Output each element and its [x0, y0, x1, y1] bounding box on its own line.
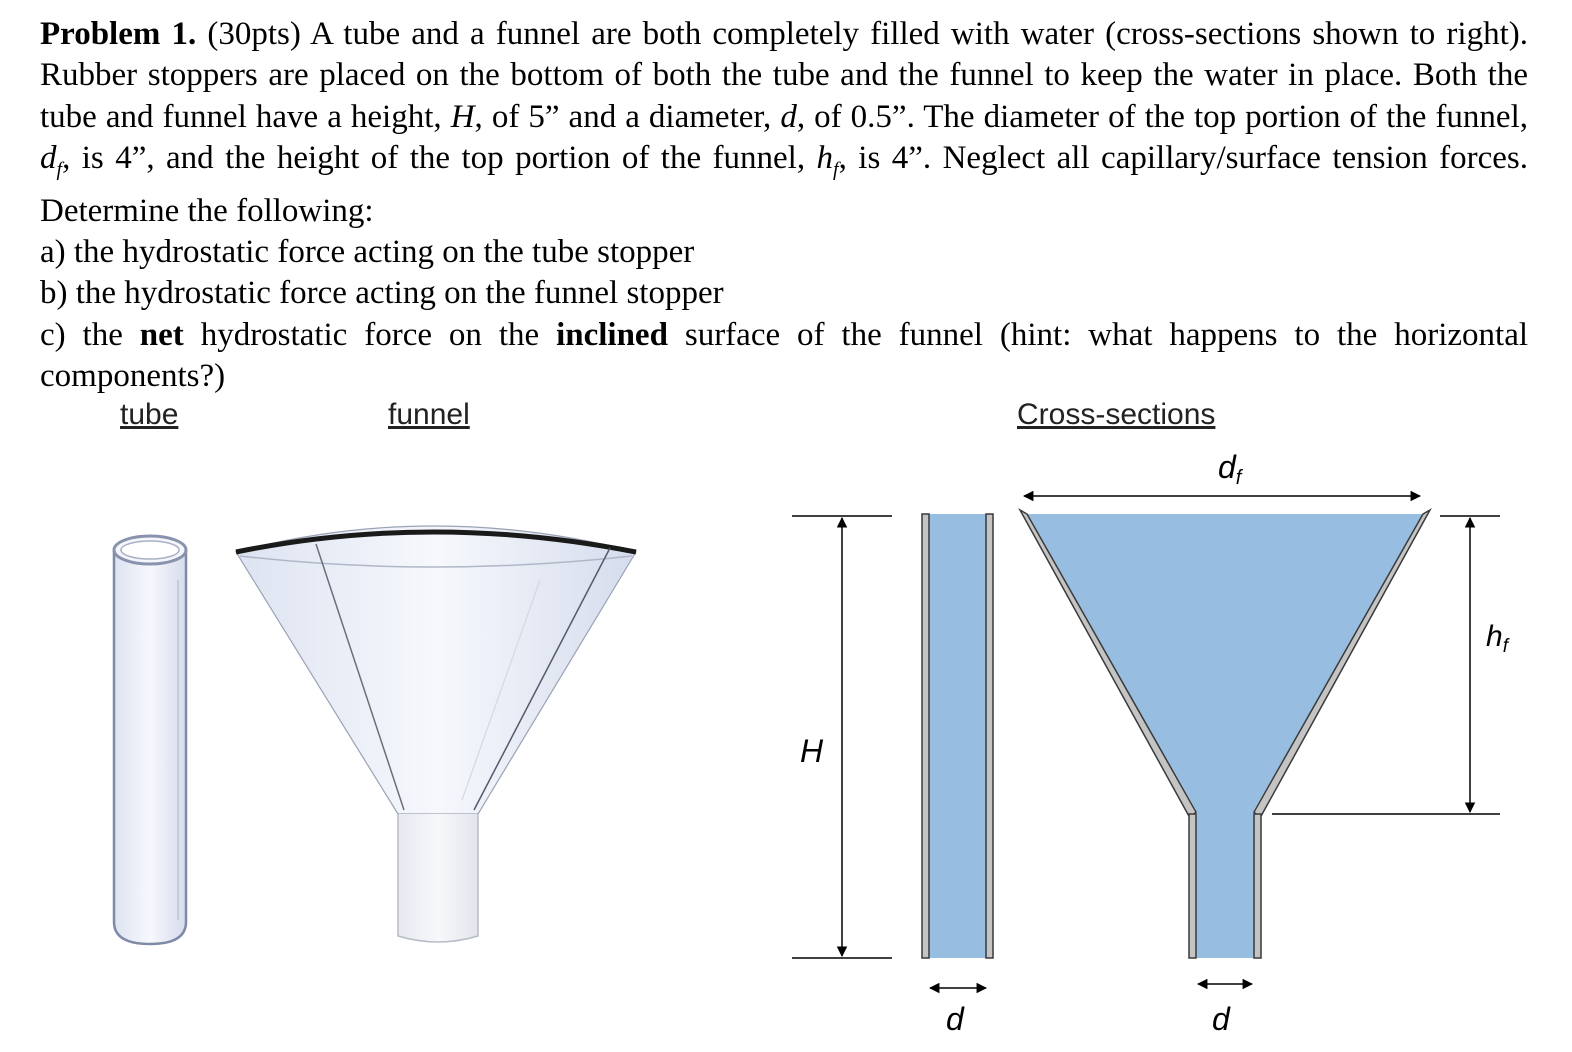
intro-text-4: , is 4”, and the height of the top portion of the funnel, [62, 139, 817, 176]
dimension-d-tube-label: d [946, 1001, 964, 1037]
var-d: d [780, 98, 797, 135]
var-hf-sub: f [833, 158, 839, 181]
var-df: d [40, 139, 57, 176]
intro-text-3: , of 0.5”. The diameter of the top portion of the funnel, [796, 98, 1528, 135]
label-tube: tube [120, 398, 179, 431]
tube-illustration [114, 536, 186, 944]
dimension-d-funnel-label: d [1212, 1001, 1230, 1037]
label-funnel: funnel [388, 398, 470, 431]
dimension-hf-label: $h_f$ [1486, 620, 1508, 657]
part-c-inclined: inclined [556, 316, 668, 353]
problem-points: (30pts) [207, 16, 301, 52]
part-c-text-2: hydrostatic force on the [183, 316, 557, 353]
funnel-illustration [236, 526, 636, 942]
part-a: a) the hydrostatic force acting on the tube stopper [40, 234, 695, 271]
intro-text-2: , of 5” and a diameter, [474, 98, 781, 135]
dimension-H-label: H [800, 733, 824, 769]
var-H: H [450, 98, 475, 135]
funnel-cross-section [1020, 510, 1430, 958]
intro-text-1: A tube and a funnel are both completely filled with water (cross-sections shown to right). Rubber stoppers are placed on the bottom of both the tube and the funnel to keep the water in place. Both the tube and funnel have a height, [40, 16, 1528, 135]
var-hf: h [816, 139, 834, 176]
label-cross-sections: Cross-sections [1017, 398, 1216, 431]
part-c-text-3: surface of the funnel (hint: what happens to the horizontal components?) [40, 316, 1529, 394]
part-c-text-1: c) the [40, 316, 140, 353]
intro-text-5: , is 4”. Neglect all capillary/surface tension forces. Determine the following: [40, 139, 1528, 229]
part-b: b) the hydrostatic force acting on the funnel stopper [40, 275, 724, 312]
dimension-df-label: df [1218, 449, 1242, 489]
part-c-net: net [139, 316, 184, 353]
var-df-sub: f [56, 158, 63, 181]
problem-heading: Problem 1. [40, 16, 197, 52]
tube-cross-section [922, 514, 993, 958]
